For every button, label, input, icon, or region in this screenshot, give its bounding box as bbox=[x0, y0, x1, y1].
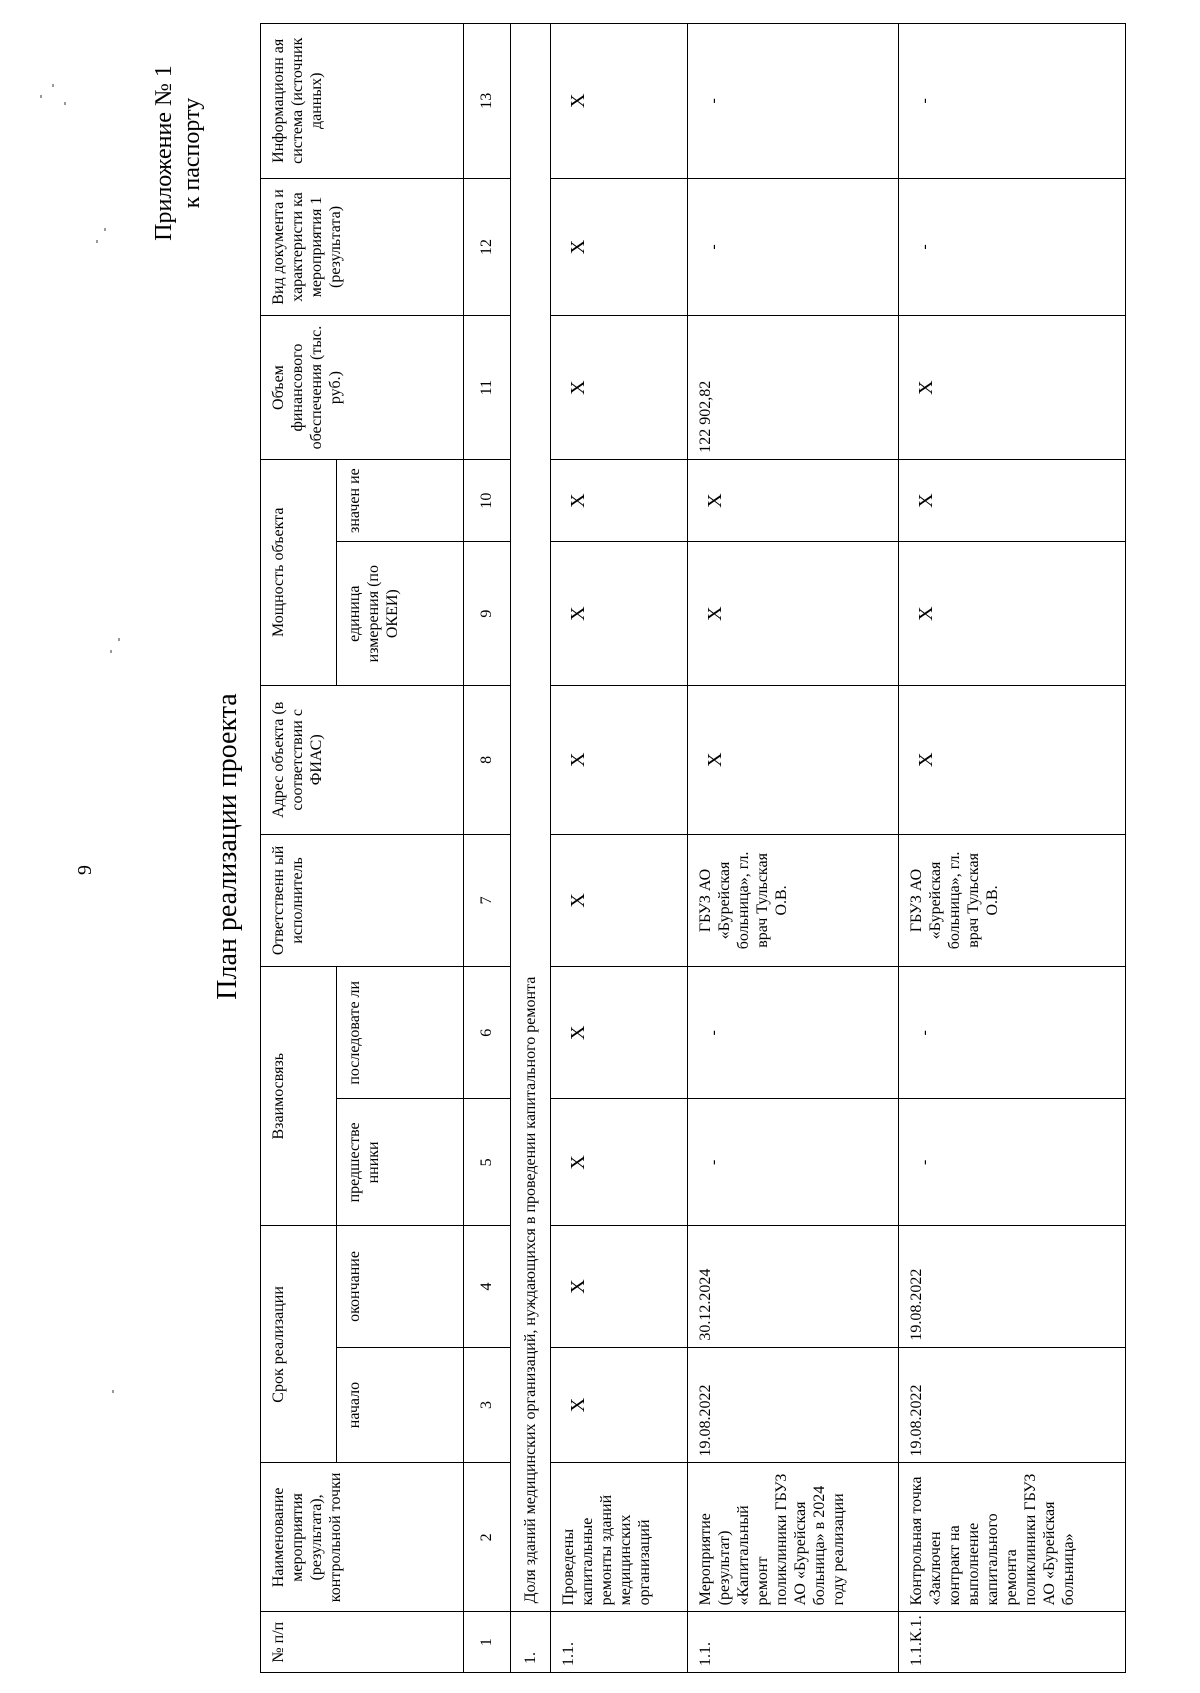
row-name: Мероприятие (результат) «Капитальный ремонт поликлиники ГБУЗ АО «Бурейская больница» в 2024 году реализации bbox=[688, 1463, 899, 1612]
column-number: 6 bbox=[463, 967, 510, 1099]
column-number: 1 bbox=[463, 1612, 510, 1673]
column-number: 4 bbox=[463, 1226, 510, 1347]
scan-speck bbox=[64, 102, 66, 105]
row-start: 19.08.2022 bbox=[688, 1347, 899, 1463]
row-responsible: ГБУЗ АО «Бурейская больница», гл. врач Тульская О.В. bbox=[899, 834, 1126, 966]
header-address: Адрес объекта (в соответствии с ФИАС) bbox=[261, 685, 464, 834]
row-responsible: Х bbox=[551, 834, 688, 966]
header-start: начало bbox=[336, 1347, 463, 1463]
header-num: № п/п bbox=[261, 1612, 464, 1673]
row-info-system: - bbox=[688, 24, 899, 179]
row-end: 30.12.2024 bbox=[688, 1226, 899, 1347]
header-term-group: Срок реализации bbox=[261, 1226, 337, 1463]
column-number: 5 bbox=[463, 1099, 510, 1226]
scan-speck bbox=[52, 84, 54, 87]
row-predecessors: Х bbox=[551, 1099, 688, 1226]
row-address: Х bbox=[899, 685, 1126, 834]
column-number: 12 bbox=[463, 178, 510, 316]
row-info-system: Х bbox=[551, 24, 688, 179]
row-successors: - bbox=[688, 967, 899, 1099]
row-start: Х bbox=[551, 1347, 688, 1463]
column-numbers-row bbox=[463, 24, 510, 1673]
row-address: Х bbox=[551, 685, 688, 834]
column-number: 7 bbox=[463, 834, 510, 966]
row-value: Х bbox=[551, 459, 688, 542]
column-number: 3 bbox=[463, 1347, 510, 1463]
header-value: значен ие bbox=[336, 459, 463, 542]
scan-speck bbox=[110, 650, 112, 653]
table-row bbox=[688, 24, 899, 1673]
section-title: Доля зданий медицинских организаций, нуждающихся в проведении капитального ремонта bbox=[510, 24, 550, 1612]
column-number: 10 bbox=[463, 459, 510, 542]
row-end: Х bbox=[551, 1226, 688, 1347]
plan-table bbox=[260, 23, 1126, 1673]
row-responsible: ГБУЗ АО «Бурейская больница», гл. врач Тульская О.В. bbox=[688, 834, 899, 966]
column-number: 9 bbox=[463, 542, 510, 685]
row-unit: Х bbox=[551, 542, 688, 685]
column-number: 8 bbox=[463, 685, 510, 834]
page-title: План реализации проекта bbox=[212, 693, 243, 1000]
column-number: 11 bbox=[463, 316, 510, 459]
row-document: - bbox=[688, 178, 899, 316]
row-value: Х bbox=[899, 459, 1126, 542]
row-document: - bbox=[899, 178, 1126, 316]
row-predecessors: - bbox=[688, 1099, 899, 1226]
row-unit: Х bbox=[688, 542, 899, 685]
header-end: окончание bbox=[336, 1226, 463, 1347]
scan-speck bbox=[96, 240, 98, 243]
column-number: 2 bbox=[463, 1463, 510, 1612]
header-finance: Объем финансового обеспечения (тыс. руб.) bbox=[261, 316, 464, 459]
table-row bbox=[551, 24, 688, 1673]
appendix-line1: Приложение № 1 bbox=[151, 65, 177, 241]
row-name: Контрольная точка «Заключен контракт на выполнение капитального ремонта поликлиники ГБУЗ АО «Бурейская больница» bbox=[899, 1463, 1126, 1612]
row-name: Проведены капитальные ремонты зданий медицинских организаций bbox=[551, 1463, 688, 1612]
scan-speck bbox=[112, 1390, 114, 1393]
header-row-1 bbox=[261, 24, 337, 1673]
header-document: Вид документа и характеристи ка мероприятия 1 (результата) bbox=[261, 178, 464, 316]
row-number: 1.1.К.1. bbox=[899, 1612, 1126, 1673]
table-row bbox=[899, 24, 1126, 1673]
scan-speck bbox=[118, 638, 120, 641]
header-power-group: Мощность объекта bbox=[261, 459, 337, 685]
row-successors: Х bbox=[551, 967, 688, 1099]
appendix-line2: к паспорту bbox=[179, 97, 205, 209]
row-finance: Х bbox=[551, 316, 688, 459]
column-number: 13 bbox=[463, 24, 510, 179]
header-info-system: Информационн ая система (источник данных) bbox=[261, 24, 464, 179]
header-unit: единица измерения (по ОКЕИ) bbox=[336, 542, 463, 685]
appendix-note bbox=[150, 33, 206, 273]
row-finance: 122 902,82 bbox=[688, 316, 899, 459]
row-info-system: - bbox=[899, 24, 1126, 179]
row-number: 1.1. bbox=[688, 1612, 899, 1673]
section-number: 1. bbox=[510, 1612, 550, 1673]
row-start: 19.08.2022 bbox=[899, 1347, 1126, 1463]
header-link-group: Взаимосвязь bbox=[261, 967, 337, 1226]
header-responsible: Ответственн ый исполнитель bbox=[261, 834, 464, 966]
section-row bbox=[510, 24, 550, 1673]
row-address: Х bbox=[688, 685, 899, 834]
scan-speck bbox=[104, 228, 106, 231]
page-number: 9 bbox=[74, 865, 96, 875]
row-end: 19.08.2022 bbox=[899, 1226, 1126, 1347]
row-unit: Х bbox=[899, 542, 1126, 685]
row-finance: Х bbox=[899, 316, 1126, 459]
row-successors: - bbox=[899, 967, 1126, 1099]
header-successors: последовате ли bbox=[336, 967, 463, 1099]
scan-speck bbox=[40, 95, 42, 98]
row-number: 1.1. bbox=[551, 1612, 688, 1673]
row-predecessors: - bbox=[899, 1099, 1126, 1226]
header-name: Наименование мероприятия (результата), контрольной точки bbox=[261, 1463, 464, 1612]
row-value: Х bbox=[688, 459, 899, 542]
row-document: Х bbox=[551, 178, 688, 316]
header-predecessors: предшестве нники bbox=[336, 1099, 463, 1226]
